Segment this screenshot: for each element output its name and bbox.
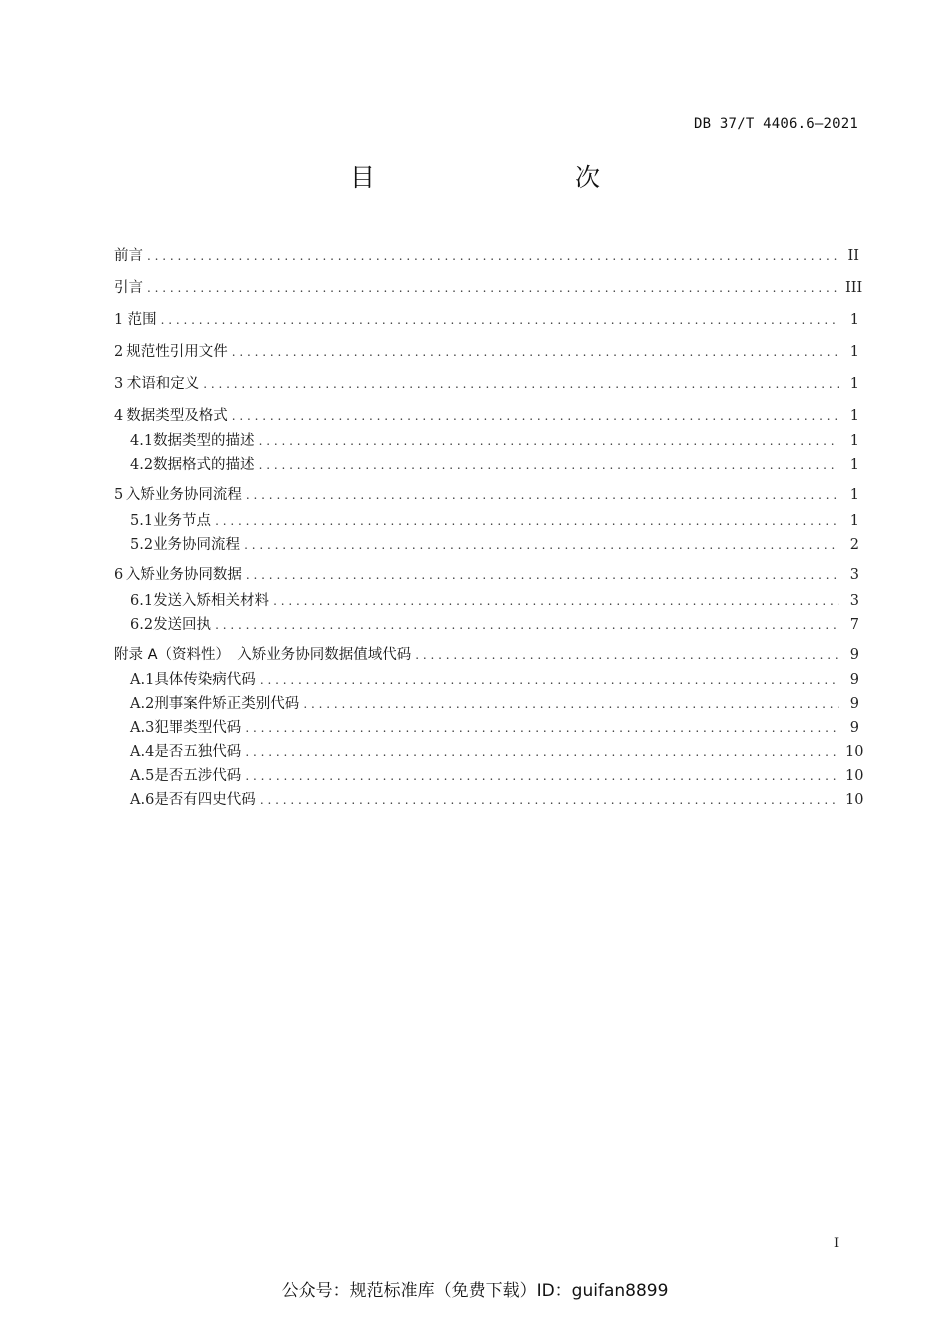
toc-entry-text: 数据格式的描述 <box>153 457 255 473</box>
toc-entry-number: A.1 <box>130 672 155 688</box>
toc-entry-text: 具体传染病代码 <box>154 672 256 688</box>
toc-entry-page: 7 <box>849 617 859 633</box>
toc-entry-text: 犯罪类型代码 <box>154 720 242 736</box>
toc-entry-4-1[interactable] <box>130 431 859 451</box>
toc-entry-page: 1 <box>849 376 859 392</box>
toc-entry-page: II <box>847 248 859 264</box>
toc-entry-6-1[interactable] <box>130 591 859 611</box>
toc-entry-text: 附录 A（资料性） 入矫业务协同数据值域代码 <box>114 647 412 663</box>
toc-entry-page: 1 <box>849 457 859 473</box>
toc-entry-number: 2 <box>114 344 124 360</box>
toc-entry-text: 刑事案件矫正类别代码 <box>154 696 300 712</box>
dot-leader <box>215 511 839 531</box>
toc-entry-text: 引言 <box>114 280 143 296</box>
toc-entry-text: 是否有四史代码 <box>154 792 256 808</box>
dot-leader <box>215 615 839 635</box>
toc-entry-page: 9 <box>849 647 859 663</box>
toc-entry-text: 范围 <box>127 312 157 328</box>
toc-entry-page: 1 <box>849 312 859 328</box>
toc-entry-text: 规范性引用文件 <box>126 344 228 360</box>
toc-entry-number: 5.2 <box>130 537 154 553</box>
toc-entry-a-2[interactable] <box>130 694 859 714</box>
toc-entry-number: 5 <box>114 487 124 503</box>
toc-entry-text: 是否五独代码 <box>154 744 242 760</box>
toc-entry-number: 6 <box>114 567 124 583</box>
toc-entry-6-2[interactable] <box>130 615 859 635</box>
toc-entry-number: A.4 <box>130 744 155 760</box>
toc-entry-number: 4.2 <box>130 457 154 473</box>
toc-entry-a-3[interactable] <box>130 718 859 738</box>
toc-entry-page: 1 <box>849 433 859 449</box>
dot-leader <box>415 645 839 665</box>
page-title: 目 次 <box>349 163 650 192</box>
toc-entry-page: 1 <box>849 344 859 360</box>
toc-entry-number: A.3 <box>130 720 155 736</box>
toc-entry-introduction[interactable] <box>114 278 863 298</box>
toc-entry-5[interactable] <box>114 485 859 505</box>
toc-entry-4[interactable] <box>114 406 859 426</box>
toc-entry-text: 术语和定义 <box>126 376 200 392</box>
toc-entry-number: A.2 <box>130 696 155 712</box>
dot-leader <box>244 535 839 555</box>
toc-entry-text: 入矫业务协同数据 <box>125 567 242 583</box>
document-code: DB 37/T 4406.6—2021 <box>694 116 858 132</box>
toc-entry-number: 6.1 <box>130 593 154 609</box>
toc-entry-page: 3 <box>849 593 859 609</box>
toc-entry-page: III <box>845 280 863 296</box>
dot-leader <box>246 485 839 505</box>
dot-leader <box>260 670 839 690</box>
dot-leader <box>147 246 839 266</box>
dot-leader <box>245 718 839 738</box>
toc-entry-a-1[interactable] <box>130 670 859 690</box>
toc-entry-number: 4 <box>114 408 124 424</box>
toc-entry-text: 发送回执 <box>153 617 212 633</box>
toc-entry-text: 数据类型的描述 <box>153 433 255 449</box>
toc-entry-page: 10 <box>845 768 864 784</box>
dot-leader <box>203 374 839 394</box>
toc-entry-page: 9 <box>849 672 859 688</box>
toc-entry-3[interactable] <box>114 374 859 394</box>
toc-entry-text: 业务节点 <box>153 513 212 529</box>
dot-leader <box>232 406 839 426</box>
watermark-text: 公众号：规范标准库（免费下载）ID：guifan8899 <box>281 1281 669 1301</box>
toc-entry-page: 1 <box>849 513 859 529</box>
page-number: I <box>834 1236 840 1251</box>
toc-entry-text: 数据类型及格式 <box>126 408 228 424</box>
toc-entry-2[interactable] <box>114 342 859 362</box>
toc-entry-6[interactable] <box>114 565 859 585</box>
dot-leader <box>246 565 839 585</box>
toc-entry-page: 1 <box>849 408 859 424</box>
toc-entry-a-5[interactable] <box>130 766 864 786</box>
dot-leader <box>245 766 839 786</box>
dot-leader <box>273 591 839 611</box>
toc-entry-page: 3 <box>849 567 859 583</box>
toc-entry-number: A.6 <box>130 792 155 808</box>
toc-entry-page: 9 <box>849 696 859 712</box>
toc-entry-text: 前言 <box>114 248 143 264</box>
toc-entry-text: 是否五涉代码 <box>154 768 242 784</box>
toc-entry-4-2[interactable] <box>130 455 859 475</box>
toc-entry-a-6[interactable] <box>130 790 864 810</box>
toc-entry-number: 1 <box>114 312 124 328</box>
dot-leader <box>303 694 839 714</box>
dot-leader <box>232 342 839 362</box>
toc-entry-page: 10 <box>845 792 864 808</box>
toc-entry-5-1[interactable] <box>130 511 859 531</box>
toc-entry-page: 9 <box>849 720 859 736</box>
toc-entry-preface[interactable] <box>114 246 859 266</box>
toc-entry-1[interactable] <box>114 310 859 330</box>
dot-leader <box>147 278 839 298</box>
toc-entry-text: 入矫业务协同流程 <box>125 487 242 503</box>
toc-entry-number: 3 <box>114 376 124 392</box>
toc-entry-number: 5.1 <box>130 513 154 529</box>
dot-leader <box>161 310 839 330</box>
toc-entry-text: 发送入矫相关材料 <box>153 593 270 609</box>
dot-leader <box>259 431 839 451</box>
toc-entry-number: 4.1 <box>130 433 154 449</box>
toc-entry-number: A.5 <box>130 768 155 784</box>
dot-leader <box>245 742 839 762</box>
dot-leader <box>259 455 839 475</box>
dot-leader <box>260 790 839 810</box>
toc-entry-page: 2 <box>849 537 859 553</box>
toc-entry-a-4[interactable] <box>130 742 864 762</box>
toc-entry-page: 1 <box>849 487 859 503</box>
toc-entry-page: 10 <box>845 744 864 760</box>
toc-entry-number: 6.2 <box>130 617 154 633</box>
toc-entry-5-2[interactable] <box>130 535 859 555</box>
toc-entry-appendix-a[interactable] <box>114 645 859 665</box>
toc-entry-text: 业务协同流程 <box>153 537 241 553</box>
